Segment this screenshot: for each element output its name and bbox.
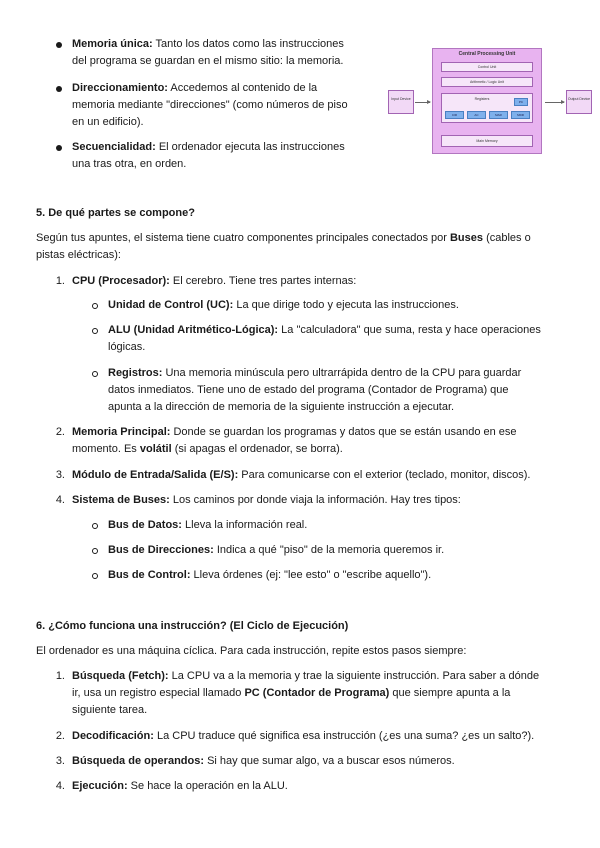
cpu-title: Central Processing Unit [458, 51, 516, 57]
list-item: Bus de Datos: Lleva la información real. [108, 519, 308, 531]
bullet-circle [92, 523, 98, 529]
list-item: Módulo de Entrada/Salida (E/S): Para comunicarse con el exterior (teclado, monitor, discos). [72, 469, 531, 481]
list-number: 2. [55, 426, 65, 438]
paragraph: Según tus apuntes, el sistema tiene cuatro componentes principales conectados por Buses (cables o pistas eléctricas): [36, 232, 531, 261]
list-number: 2. [55, 730, 65, 742]
list-item: CPU (Procesador): El cerebro. Tiene tres partes internas: [72, 275, 357, 287]
list-item: Bus de Direcciones: Indica a qué "piso" de la memoria queremos ir. [108, 544, 445, 556]
list-item: Memoria única: Tanto los datos como las instrucciones del programa se guardan en el mismo sitio: la memoria. [72, 38, 344, 67]
section-heading: 5. De qué partes se compone? [36, 207, 195, 219]
list-number: 1. [55, 275, 65, 287]
arrow-icon [415, 102, 430, 103]
paragraph: El ordenador es una máquina cíclica. Para cada instrucción, repite estos pasos siempre: [36, 645, 467, 657]
bullet-circle [92, 328, 98, 334]
list-number: 3. [55, 469, 65, 481]
list-item: Búsqueda de operandos: Si hay que sumar algo, va a buscar esos números. [72, 755, 455, 767]
list-number: 4. [55, 494, 65, 506]
bullet-circle [92, 303, 98, 309]
list-item: Sistema de Buses: Los caminos por donde viaja la información. Hay tres tipos: [72, 494, 461, 506]
list-item: Memoria Principal: Donde se guardan los programas y datos que se están usando en ese momento. Es volátil (si apagas el ordenador, se borra). [72, 426, 517, 455]
list-item: Ejecución: Se hace la operación en la ALU. [72, 780, 288, 792]
alu: Arithmetic / Logic Unit [441, 77, 533, 87]
cpu-box [432, 48, 542, 154]
list-item: ALU (Unidad Aritmético-Lógica): La "calculadora" que suma, resta y hace operaciones lógicas. [108, 324, 541, 353]
main-memory: Main Memory [441, 135, 533, 147]
register-pc: PC [514, 98, 528, 106]
bullet-dot [56, 145, 62, 151]
list-item: Secuencialidad: El ordenador ejecuta las instrucciones una tras otra, en orden. [72, 141, 345, 170]
arrow-icon [545, 102, 564, 103]
bullet-dot [56, 86, 62, 92]
bullet-dot [56, 42, 62, 48]
list-number: 4. [55, 780, 65, 792]
list-item: Decodificación: La CPU traduce qué significa esa instrucción (¿es una suma? ¿es un salto?). [72, 730, 535, 742]
list-number: 1. [55, 670, 65, 682]
registers-box [441, 93, 533, 123]
control-unit: Control Unit [441, 62, 533, 72]
list-item: Registros: Una memoria minúscula pero ultrarrápida dentro de la CPU para guardar datos inmediatos. Tiene uno de estado del programa (Contador de Programa) que apunta a la dirección de memoria de la siguiente instrucción a ejecutar. [108, 367, 522, 413]
list-item: Unidad de Control (UC): La que dirige todo y ejecuta las instrucciones. [108, 299, 459, 311]
input-device: Input Device [388, 90, 414, 114]
list-item: Bus de Control: Lleva órdenes (ej: "lee esto" o "escribe aquello"). [108, 569, 432, 581]
registers-label: Registers [474, 97, 490, 101]
register: AC [467, 111, 486, 119]
list-item: Direccionamiento: Accedemos al contenido de la memoria mediante "direcciones" (como números de piso en un edificio). [72, 82, 348, 128]
section-heading: 6. ¿Cómo funciona una instrucción? (El Ciclo de Ejecución) [36, 620, 349, 632]
register: MDR [511, 111, 530, 119]
bullet-circle [92, 371, 98, 377]
bullet-circle [92, 573, 98, 579]
list-number: 3. [55, 755, 65, 767]
list-item: Búsqueda (Fetch): La CPU va a la memoria y trae la siguiente instrucción. Para saber a dónde ir, usa un registro especial llamado PC (Contador de Programa) que siempre apunta a la siguiente tarea. [72, 670, 540, 716]
register: CIR [445, 111, 464, 119]
bullet-circle [92, 548, 98, 554]
register: MAR [489, 111, 508, 119]
output-device: Output Device [566, 90, 592, 114]
